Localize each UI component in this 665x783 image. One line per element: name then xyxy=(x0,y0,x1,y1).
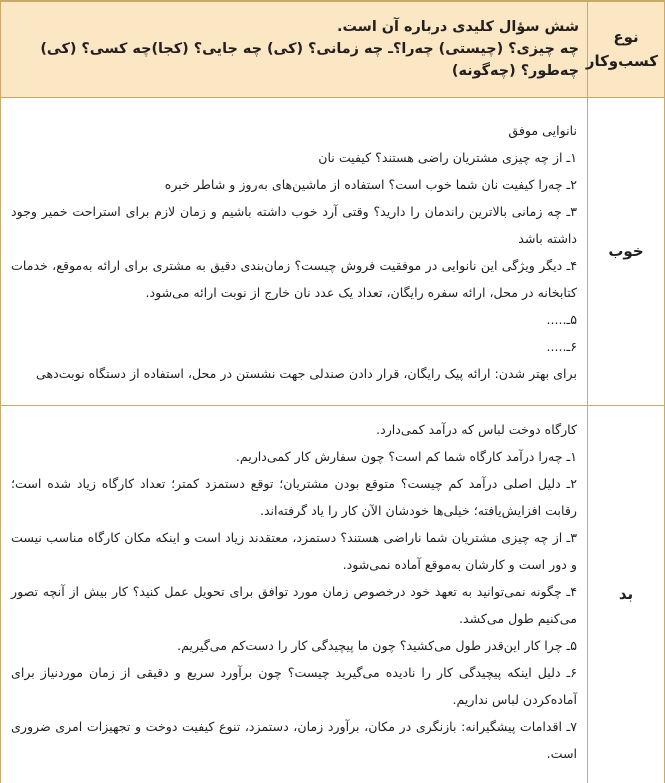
header-title-line: چه‌طور؟ (چه‌گونه) xyxy=(451,63,579,80)
content-line: برای بهتر شدن: ارائه پیک رایگان، قرار دادن صندلی جهت نشستن در محل، استفاده از دستگاه نوبت‌دهی xyxy=(36,366,577,381)
content-line: ۱ـ چه‌را درآمد کارگاه شما کم است؟ چون سفارش کار کمی‌داریم. xyxy=(235,448,577,464)
content-line: ۵ـ..... xyxy=(546,312,577,327)
content-line: ۳ـ از چه چیزی مشتریان شما ناراضی هستند؟ دستمزد، معتقدند زیاد است و اینکه مکان کارگاه مناسب نیست و دور است و کارشان به‌موقع آماده نمی‌شود. xyxy=(11,529,577,572)
content-line: ۷ـ اقدامات پیشگیرانه: بازنگری در مکان، برآورد زمان، دستمزد، تنوع کیفیت دوخت و تجهیزات امری ضروری است. xyxy=(11,718,577,761)
table-row-good xyxy=(1,97,665,405)
business-type-header: نوع کسب‌وکار xyxy=(588,1,665,97)
row-label-good: خوب xyxy=(588,97,665,405)
content-line: ۶ـ..... xyxy=(546,339,577,354)
content-line: ۲ـ چه‌را کیفیت نان شما خوب است؟ استفاده از ماشین‌های به‌روز و شاطر خبره xyxy=(164,177,577,192)
content-line: کارگاه دوخت لباس که درآمد کمی‌دارد. xyxy=(376,421,577,437)
table-header-row xyxy=(1,1,665,97)
header-title-line: چه چیزی؟ (چیستی) چه‌را؟ـ چه زمانی؟ (کی) چه جایی؟ (کجا)چه کسی؟ (کی) xyxy=(40,41,579,58)
content-line: ۱ـ از چه چیزی مشتریان راضی هستند؟ کیفیت نان xyxy=(318,150,577,165)
content-line: ۶ـ دلیل اینکه پیچیدگی کار را نادیده می‌گیرید چیست؟ چون برآورد سریع و دقیقی از زمان موردنیاز برای آماده‌کردن لباس نداریم. xyxy=(11,664,577,707)
table-row-bad xyxy=(1,405,665,783)
content-line: نانوایی موفق xyxy=(508,123,577,138)
content-line: ۲ـ دلیل اصلی درآمد کم چیست؟ متوقع بودن مشتریان؛ توقع دستمزد کمتر؛ تعداد کارگاه زیاد شده است؛ رقابت افزایش‌یافته؛ خیلی‌ها خودشان الآن کار را یاد گرفته‌اند. xyxy=(11,475,577,518)
header-title-line: شش سؤال کلیدی درباره آن است. xyxy=(336,18,579,35)
row-label-bad: بد xyxy=(588,405,665,783)
content-line: ۴ـ دیگر ویژگی این نانوایی در موفقیت فروش چیست؟ زمان‌بندی دقیق به مشتری برای ارائه به‌موقع، خدمات کتابخانه در محل، ارائه سفره رایگان، تعداد یک عدد نان خارج از نوبت ارائه می‌شود. xyxy=(11,258,577,300)
content-line: ۳ـ چه زمانی بالاترین راندمان را دارید؟ وقتی آرد خوب داشته باشیم و زمان لازم برای استراحت خمیر وجود داشته باشد xyxy=(11,204,577,246)
six-questions-header xyxy=(1,1,588,97)
bad-business-content xyxy=(1,405,588,783)
good-business-content xyxy=(1,97,588,405)
content-line: ۴ـ چگونه نمی‌توانید به تعهد خود درخصوص زمان مورد توافق برای تحویل عمل کنید؟ کار بیش از آنچه تصور می‌کنیم طول می‌کشد. xyxy=(11,583,577,626)
content-line: ۵ـ چرا کار این‌قدر طول می‌کشید؟ چون ما پیچیدگی کار را دست‌کم می‌گیریم. xyxy=(177,637,577,653)
